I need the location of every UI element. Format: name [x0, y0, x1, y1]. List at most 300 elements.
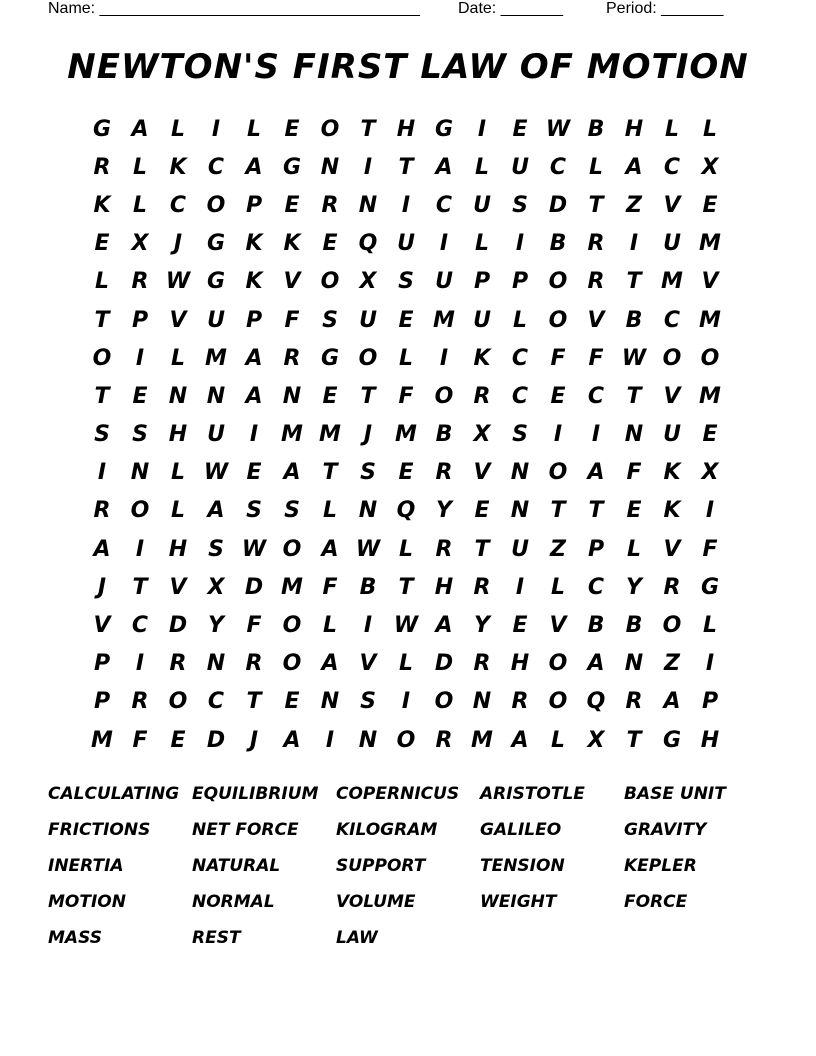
grid-letter: V — [549, 613, 567, 639]
grid-letter: C — [587, 383, 605, 409]
grid-letter: I — [211, 116, 221, 142]
grid-letter: G — [206, 269, 226, 295]
grid-letter: P — [93, 651, 111, 677]
grid-letter: R — [131, 269, 149, 295]
grid-letter: A — [511, 727, 529, 753]
grid-letter: D — [548, 192, 568, 218]
grid-letter: E — [474, 498, 490, 524]
grid-letter: L — [170, 116, 186, 142]
word-list-item: TENSION — [480, 856, 565, 876]
grid-letter: E — [550, 383, 566, 409]
grid-letter: Q — [396, 498, 416, 524]
grid-letter: A — [245, 154, 263, 180]
grid-letter: T — [246, 689, 262, 715]
grid-letter: S — [208, 536, 224, 562]
word-list-item: SUPPORT — [336, 856, 426, 876]
grid-letter: C — [169, 192, 187, 218]
grid-letter: F — [322, 574, 338, 600]
grid-letter: L — [94, 269, 110, 295]
grid-letter: K — [663, 460, 681, 486]
grid-letter: A — [625, 154, 643, 180]
grid-letter: O — [282, 536, 302, 562]
grid-letter: C — [207, 689, 225, 715]
grid-letter: H — [168, 422, 188, 448]
word-list-item: WEIGHT — [480, 892, 557, 912]
word-list-item: MASS — [48, 928, 102, 948]
name-field-label: Name: ____________________________________ — [48, 0, 420, 17]
grid-letter: S — [132, 422, 148, 448]
word-list-item: KILOGRAM — [336, 820, 438, 840]
grid-letter: N — [624, 651, 644, 677]
grid-letter: F — [284, 307, 300, 333]
grid-letter: R — [131, 689, 149, 715]
grid-letter: N — [282, 383, 302, 409]
grid-letter: R — [625, 689, 643, 715]
grid-letter: M — [281, 574, 303, 600]
grid-letter: M — [281, 422, 303, 448]
word-list-item: NORMAL — [192, 892, 275, 912]
grid-letter: I — [439, 231, 449, 257]
grid-letter: O — [320, 116, 340, 142]
grid-letter: K — [169, 154, 187, 180]
grid-letter: U — [435, 269, 453, 295]
grid-letter: A — [93, 536, 111, 562]
grid-letter: M — [205, 345, 227, 371]
grid-letter: M — [395, 422, 417, 448]
grid-letter: L — [664, 116, 680, 142]
word-list-item: EQUILIBRIUM — [192, 784, 319, 804]
grid-letter: H — [700, 727, 720, 753]
grid-letter: U — [207, 422, 225, 448]
grid-letter: E — [284, 689, 300, 715]
grid-letter: B — [587, 116, 605, 142]
word-list-item: GRAVITY — [624, 820, 707, 840]
grid-letter: V — [283, 269, 301, 295]
grid-letter: A — [435, 613, 453, 639]
grid-letter: V — [587, 307, 605, 333]
grid-letter: W — [241, 536, 267, 562]
grid-letter: O — [130, 498, 150, 524]
grid-letter: E — [512, 116, 528, 142]
grid-letter: R — [435, 460, 453, 486]
word-search-grid — [83, 110, 729, 759]
grid-letter: E — [94, 231, 110, 257]
grid-letter: G — [92, 116, 112, 142]
grid-letter: V — [701, 269, 719, 295]
grid-letter: T — [360, 383, 376, 409]
grid-letter: N — [206, 651, 226, 677]
grid-letter: M — [661, 269, 683, 295]
grid-letter: I — [325, 727, 335, 753]
grid-letter: O — [434, 383, 454, 409]
grid-letter: I — [553, 422, 563, 448]
grid-letter: K — [93, 192, 111, 218]
grid-letter: V — [663, 383, 681, 409]
grid-letter: N — [358, 192, 378, 218]
grid-letter: N — [206, 383, 226, 409]
grid-letter: D — [206, 727, 226, 753]
grid-letter: X — [207, 574, 225, 600]
grid-letter: E — [702, 192, 718, 218]
grid-letter: L — [398, 345, 414, 371]
grid-letter: C — [663, 307, 681, 333]
grid-letter: A — [245, 345, 263, 371]
grid-letter: S — [284, 498, 300, 524]
grid-letter: E — [702, 422, 718, 448]
grid-letter: N — [510, 460, 530, 486]
grid-letter: D — [168, 613, 188, 639]
word-list-item: VOLUME — [336, 892, 416, 912]
grid-letter: O — [92, 345, 112, 371]
grid-letter: I — [515, 231, 525, 257]
grid-letter: P — [93, 689, 111, 715]
grid-letter: L — [702, 116, 718, 142]
grid-letter: A — [321, 651, 339, 677]
grid-letter: L — [588, 154, 604, 180]
grid-letter: L — [550, 574, 566, 600]
grid-letter: T — [626, 727, 642, 753]
grid-letter: M — [699, 231, 721, 257]
grid-letter: F — [246, 613, 262, 639]
grid-letter: E — [284, 116, 300, 142]
grid-letter: C — [511, 345, 529, 371]
grid-letter: E — [626, 498, 642, 524]
period-field-label: Period: _______ — [606, 0, 724, 17]
grid-letter: W — [203, 460, 229, 486]
grid-letter: C — [131, 613, 149, 639]
grid-letter: U — [663, 231, 681, 257]
grid-letter: Z — [550, 536, 566, 562]
grid-letter: X — [359, 269, 377, 295]
grid-letter: N — [358, 498, 378, 524]
grid-letter: C — [587, 574, 605, 600]
grid-letter: S — [360, 689, 376, 715]
grid-letter: Z — [626, 192, 642, 218]
grid-letter: A — [663, 689, 681, 715]
word-list-item: COPERNICUS — [336, 784, 460, 804]
grid-letter: A — [207, 498, 225, 524]
grid-letter: J — [173, 231, 183, 257]
grid-letter: E — [246, 460, 262, 486]
grid-letter: M — [433, 307, 455, 333]
grid-letter: H — [434, 574, 454, 600]
grid-letter: I — [591, 422, 601, 448]
grid-letter: M — [471, 727, 493, 753]
grid-letter: I — [515, 574, 525, 600]
grid-letter: T — [626, 383, 642, 409]
grid-letter: L — [550, 727, 566, 753]
grid-letter: V — [169, 307, 187, 333]
grid-letter: C — [549, 154, 567, 180]
grid-letter: O — [358, 345, 378, 371]
grid-letter: T — [398, 574, 414, 600]
grid-letter: O — [168, 689, 188, 715]
grid-letter: R — [435, 536, 453, 562]
grid-letter: E — [170, 727, 186, 753]
grid-letter: A — [587, 651, 605, 677]
grid-letter: N — [472, 689, 492, 715]
grid-letter: W — [393, 613, 419, 639]
grid-letter: T — [94, 383, 110, 409]
word-list-item: KEPLER — [624, 856, 697, 876]
grid-letter: B — [549, 231, 567, 257]
grid-letter: L — [474, 231, 490, 257]
grid-letter: P — [701, 689, 719, 715]
grid-letter: U — [511, 536, 529, 562]
grid-letter: O — [320, 269, 340, 295]
grid-letter: G — [700, 574, 720, 600]
grid-letter: R — [587, 269, 605, 295]
grid-letter: L — [170, 460, 186, 486]
grid-letter: Z — [664, 651, 680, 677]
grid-letter: L — [512, 307, 528, 333]
grid-letter: C — [511, 383, 529, 409]
grid-letter: I — [249, 422, 259, 448]
grid-letter: W — [545, 116, 571, 142]
grid-letter: E — [398, 460, 414, 486]
grid-letter: S — [360, 460, 376, 486]
grid-letter: L — [626, 536, 642, 562]
grid-letter: I — [401, 192, 411, 218]
grid-letter: M — [699, 383, 721, 409]
grid-letter: P — [511, 269, 529, 295]
grid-letter: T — [398, 154, 414, 180]
grid-letter: U — [663, 422, 681, 448]
grid-letter: I — [439, 345, 449, 371]
grid-letter: R — [473, 383, 491, 409]
grid-letter: A — [283, 460, 301, 486]
grid-letter: H — [624, 116, 644, 142]
grid-letter: F — [398, 383, 414, 409]
grid-letter: P — [473, 269, 491, 295]
grid-letter: Y — [626, 574, 642, 600]
grid-letter: G — [206, 231, 226, 257]
grid-letter: L — [398, 651, 414, 677]
grid-letter: I — [629, 231, 639, 257]
grid-letter: T — [588, 192, 604, 218]
grid-letter: K — [473, 345, 491, 371]
grid-letter: I — [705, 498, 715, 524]
grid-letter: L — [170, 345, 186, 371]
grid-letter: A — [435, 154, 453, 180]
grid-letter: M — [699, 307, 721, 333]
grid-letter: J — [249, 727, 259, 753]
word-list-item: MOTION — [48, 892, 126, 912]
grid-letter: K — [663, 498, 681, 524]
grid-letter: L — [398, 536, 414, 562]
word-list-item: FORCE — [624, 892, 688, 912]
grid-letter: K — [245, 231, 263, 257]
grid-letter: U — [207, 307, 225, 333]
grid-letter: H — [396, 116, 416, 142]
grid-letter: T — [626, 269, 642, 295]
grid-letter: V — [93, 613, 111, 639]
grid-letter: K — [283, 231, 301, 257]
grid-letter: I — [135, 345, 145, 371]
grid-letter: I — [363, 154, 373, 180]
grid-letter: A — [587, 460, 605, 486]
grid-letter: Q — [586, 689, 606, 715]
grid-letter: B — [587, 613, 605, 639]
grid-letter: E — [398, 307, 414, 333]
grid-letter: I — [477, 116, 487, 142]
word-list-item: NET FORCE — [192, 820, 299, 840]
grid-letter: R — [321, 192, 339, 218]
grid-letter: I — [705, 651, 715, 677]
grid-letter: O — [700, 345, 720, 371]
grid-letter: A — [321, 536, 339, 562]
grid-letter: R — [663, 574, 681, 600]
grid-letter: R — [93, 498, 111, 524]
grid-letter: A — [245, 383, 263, 409]
grid-letter: W — [165, 269, 191, 295]
grid-letter: O — [434, 689, 454, 715]
grid-letter: H — [168, 536, 188, 562]
grid-letter: K — [245, 269, 263, 295]
grid-letter: M — [319, 422, 341, 448]
grid-letter: V — [663, 536, 681, 562]
grid-letter: S — [398, 269, 414, 295]
grid-letter: G — [434, 116, 454, 142]
grid-letter: R — [473, 651, 491, 677]
word-list-item: BASE UNIT — [624, 784, 726, 804]
grid-letter: S — [512, 422, 528, 448]
grid-letter: V — [169, 574, 187, 600]
grid-letter: I — [135, 536, 145, 562]
grid-letter: E — [322, 383, 338, 409]
grid-letter: L — [132, 154, 148, 180]
grid-letter: U — [397, 231, 415, 257]
grid-letter: X — [587, 727, 605, 753]
grid-letter: R — [587, 231, 605, 257]
date-field-label: Date: _______ — [458, 0, 563, 17]
grid-letter: U — [473, 307, 491, 333]
grid-letter: E — [284, 192, 300, 218]
grid-letter: X — [131, 231, 149, 257]
grid-letter: F — [626, 460, 642, 486]
grid-letter: R — [245, 651, 263, 677]
grid-letter: O — [206, 192, 226, 218]
grid-letter: E — [322, 231, 338, 257]
grid-letter: I — [97, 460, 107, 486]
grid-letter: I — [135, 651, 145, 677]
grid-letter: B — [435, 422, 453, 448]
word-list — [48, 780, 768, 960]
grid-letter: U — [473, 192, 491, 218]
grid-letter: W — [621, 345, 647, 371]
grid-letter: G — [282, 154, 302, 180]
grid-letter: A — [283, 727, 301, 753]
grid-letter: O — [548, 269, 568, 295]
grid-letter: O — [548, 460, 568, 486]
grid-letter: H — [510, 651, 530, 677]
grid-letter: W — [355, 536, 381, 562]
grid-letter: C — [663, 154, 681, 180]
grid-letter: T — [132, 574, 148, 600]
grid-letter: O — [548, 307, 568, 333]
grid-letter: E — [132, 383, 148, 409]
word-list-item: GALILEO — [480, 820, 562, 840]
grid-letter: M — [91, 727, 113, 753]
grid-letter: B — [625, 613, 643, 639]
grid-letter: L — [474, 154, 490, 180]
grid-letter: I — [363, 613, 373, 639]
grid-letter: N — [358, 727, 378, 753]
grid-letter: R — [511, 689, 529, 715]
grid-letter: T — [322, 460, 338, 486]
grid-letter: L — [322, 613, 338, 639]
grid-letter: N — [320, 154, 340, 180]
grid-letter: A — [131, 116, 149, 142]
grid-letter: S — [94, 422, 110, 448]
grid-letter: J — [363, 422, 373, 448]
grid-letter: Q — [358, 231, 378, 257]
grid-letter: P — [131, 307, 149, 333]
grid-letter: V — [663, 192, 681, 218]
grid-letter: O — [282, 613, 302, 639]
grid-letter: R — [169, 651, 187, 677]
grid-letter: U — [511, 154, 529, 180]
grid-letter: N — [320, 689, 340, 715]
grid-letter: R — [93, 154, 111, 180]
grid-letter: U — [359, 307, 377, 333]
grid-letter: Y — [436, 498, 452, 524]
grid-letter: D — [434, 651, 454, 677]
grid-letter: V — [359, 651, 377, 677]
grid-letter: F — [702, 536, 718, 562]
grid-letter: L — [322, 498, 338, 524]
grid-letter: N — [624, 422, 644, 448]
grid-letter: B — [359, 574, 377, 600]
header-fields — [48, 0, 768, 20]
grid-letter: P — [245, 307, 263, 333]
grid-letter: X — [473, 422, 491, 448]
grid-letter: C — [207, 154, 225, 180]
grid-letter: O — [282, 651, 302, 677]
grid-letter: X — [701, 460, 719, 486]
grid-letter: E — [512, 613, 528, 639]
grid-letter: F — [132, 727, 148, 753]
grid-letter: L — [702, 613, 718, 639]
word-list-item: REST — [192, 928, 241, 948]
grid-letter: L — [246, 116, 262, 142]
grid-letter: Y — [208, 613, 224, 639]
grid-letter: T — [550, 498, 566, 524]
grid-letter: L — [132, 192, 148, 218]
grid-letter: R — [473, 574, 491, 600]
word-list-item: NATURAL — [192, 856, 281, 876]
grid-letter: I — [401, 689, 411, 715]
grid-letter: O — [662, 345, 682, 371]
grid-letter: N — [168, 383, 188, 409]
grid-letter: B — [625, 307, 643, 333]
word-list-item: ARISTOTLE — [480, 784, 585, 804]
grid-letter: X — [701, 154, 719, 180]
grid-letter: J — [97, 574, 107, 600]
grid-letter: T — [474, 536, 490, 562]
grid-letter: N — [510, 498, 530, 524]
word-list-item: FRICTIONS — [48, 820, 151, 840]
grid-letter: F — [550, 345, 566, 371]
grid-letter: R — [283, 345, 301, 371]
grid-letter: R — [435, 727, 453, 753]
grid-letter: L — [170, 498, 186, 524]
grid-letter: P — [245, 192, 263, 218]
word-list-item: CALCULATING — [48, 784, 180, 804]
grid-letter: Y — [474, 613, 490, 639]
grid-letter: D — [244, 574, 264, 600]
grid-letter: G — [320, 345, 340, 371]
